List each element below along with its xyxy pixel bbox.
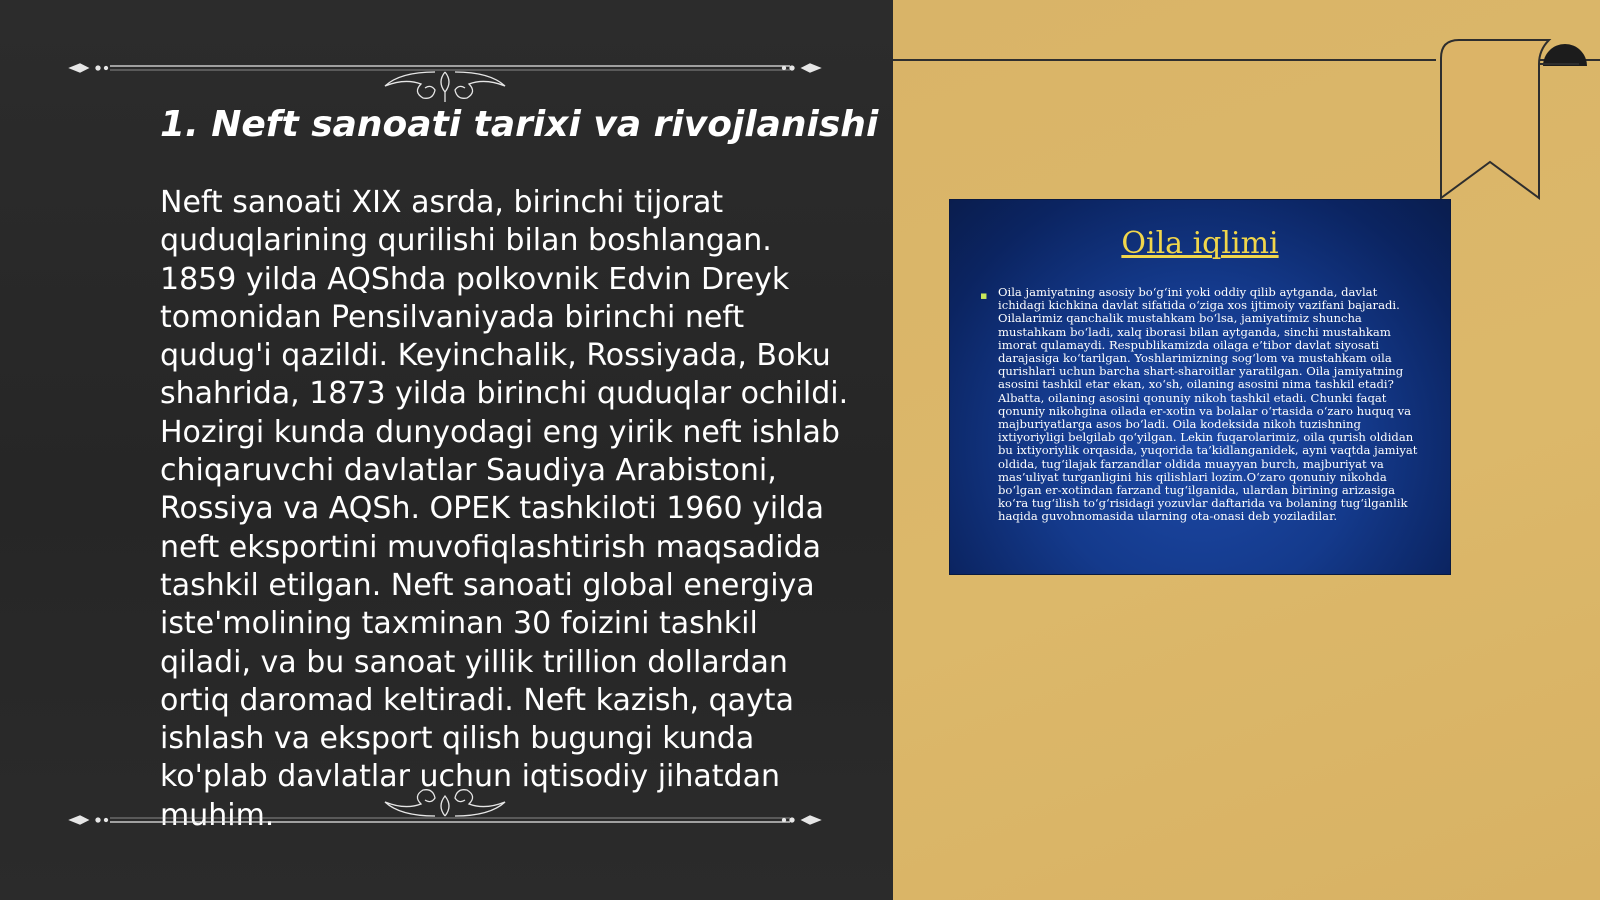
embedded-slide-body: Oila jamiyatning asosiy bo‘g‘ini yoki oddiy qilib aytganda, davlat ichidagi kichkina davlat sifatida o‘ziga xos ijtimoiy vazifani bajaradi. Oilalarimiz qanchalik mustahkam bo‘lsa, jamiyatimiz shuncha mustahkam bo‘ladi, xalq iborasi bilan aytganda, sinchi mustahkam imorat qulamaydi. Respublikamizda oilaga e’tibor davlat siyosati darajasiga ko‘tarilgan. Yoshlarimizning sog‘lom va mustahkam oila qurishlari uchun barcha shart-sharoitlar yaratilgan. Oila jamiyatning asosini tashkil etar ekan, xo‘sh, oilaning asosini nima tashkil etadi? Albatta, oilaning asosini qonuniy nikoh tashkil etadi. Chunki faqat qonuniy nikohgina oilada er-xotin va bolalar o‘rtasida o‘zaro huquq va majburiyatlarga asos bo‘ladi. Oila kodeksida nikoh tuzishning ixtiyoriyligi belgilab qo‘yilgan. Lekin fuqarolarimiz, oila qurish oldidan bu ixtiyoriylik orqasida, yuqorida ta’kidlanganidek, ayni vaqtda jamiyat oldida, tug‘ilajak farzandlar oldida muayyan burch, majburiyat va mas’uliyat turganligini his qilishlari lozim.O‘zaro qonuniy nikohda bo‘lgan er-xotindan farzand tug‘ilganida, ulardan birining arizasiga ko‘ra tug‘ilish to‘g‘risidagi yozuvlar daftarida va bolaning tug‘ilganlik haqida guvohnomasida ularning ota-onasi deb yoziladilar. xyxy=(998,285,1418,524)
slide-title: 1. Neft sanoati tarixi va rivojlanishi xyxy=(160,104,879,145)
embedded-slide-image xyxy=(950,200,1450,574)
right-decorative-panel xyxy=(893,0,1600,900)
bullet-icon: ▪ xyxy=(980,289,988,302)
slide-body-text: Neft sanoati XIX asrda, birinchi tijorat quduqlarining qurilishi bilan boshlangan. 1859 yilda AQShda polkovnik Edvin Dreyk tomonidan Pensilvaniyada birinchi neft qudug'i qazildi. Keyinchalik, Rossiyada, Boku shahrida, 1873 yilda birinchi quduqlar ochildi. Hozirgi kunda dunyodagi eng yirik neft ishlab chiqaruvchi davlatlar Saudiya Arabistoni, Rossiya va AQSh. OPEK tashkiloti 1960 yilda neft eksportini muvofiqlashtirish maqsadida tashkil etilgan. Neft sanoati global energiya iste'molining taxminan 30 foizini tashkil qiladi, va bu sanoat yillik trillion dollardan ortiq daromad keltiradi. Neft kazish, qayta ishlash va eksport qilish bugungi kunda ko'plab davlatlar uchun iqtisodiy jihatdan muhim. xyxy=(160,185,849,833)
bookmark-ribbon-icon xyxy=(1433,36,1593,202)
horizontal-rule xyxy=(893,59,1436,61)
top-ornamental-divider-icon xyxy=(60,42,830,102)
embedded-slide-title: Oila iqlimi xyxy=(1121,226,1279,261)
bottom-ornamental-divider-icon xyxy=(60,782,830,842)
